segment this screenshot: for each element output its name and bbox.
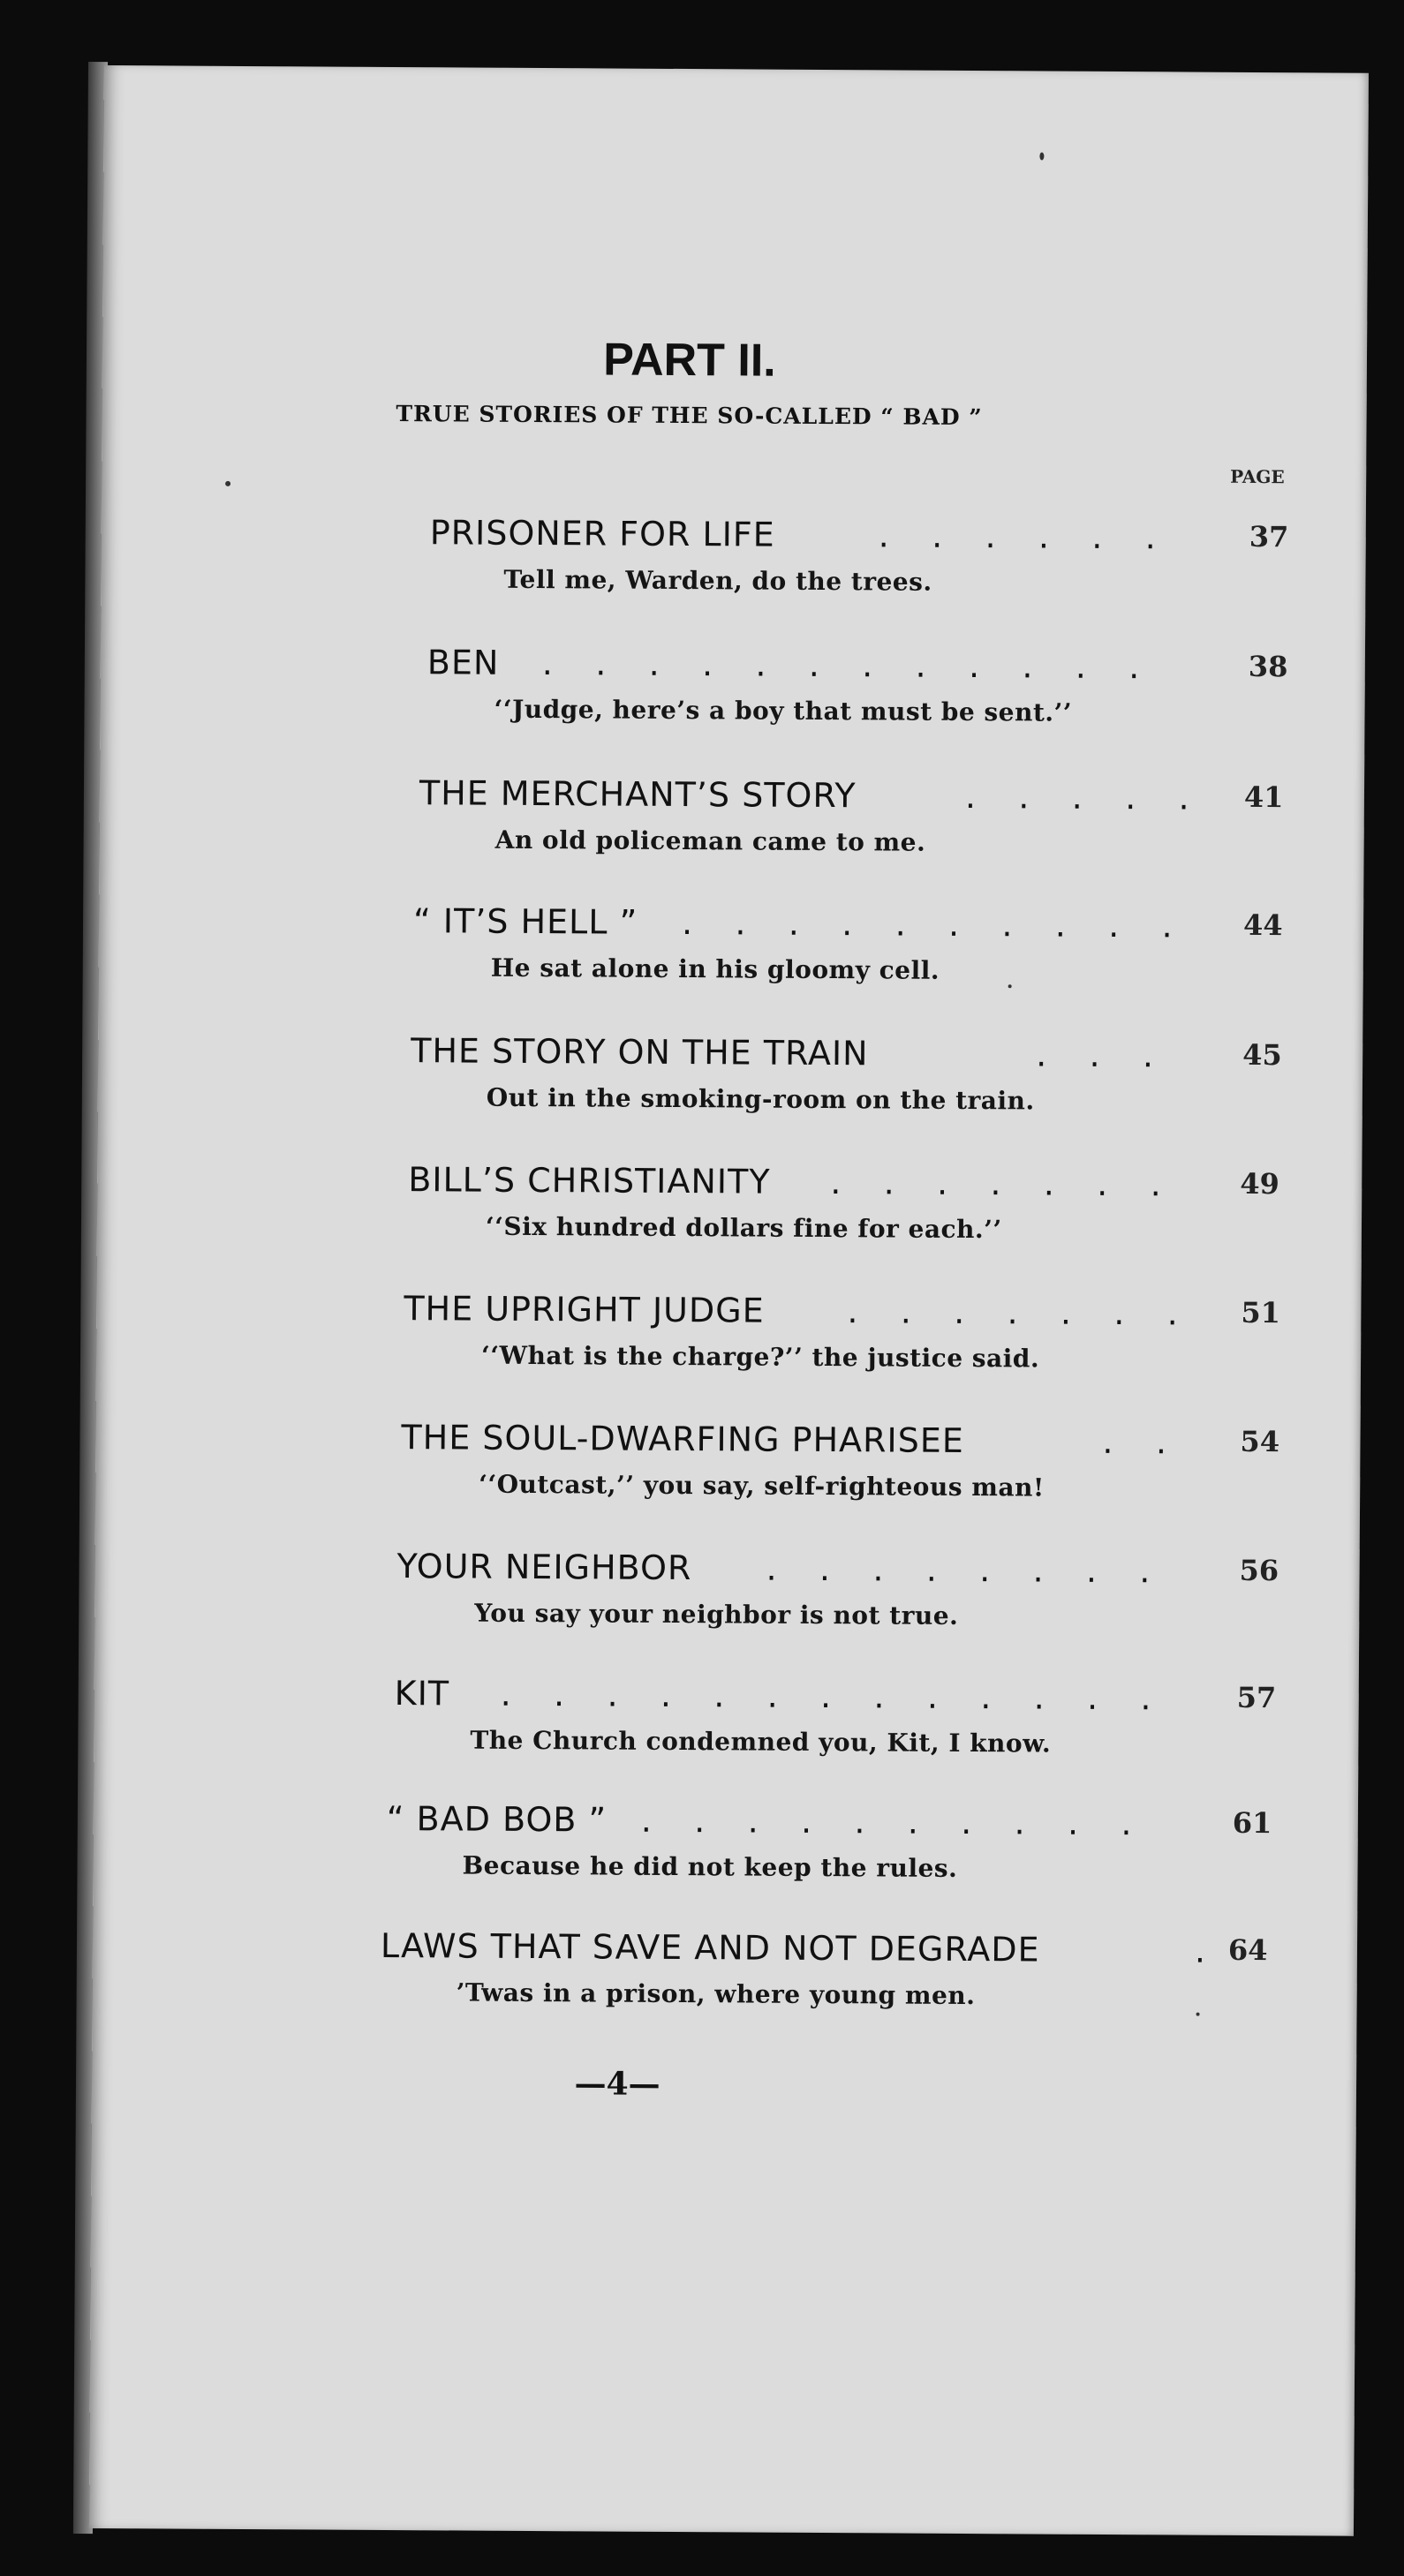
entry-page-number: 56	[1239, 1553, 1279, 1588]
entry-page-number: 38	[1248, 649, 1288, 684]
entry-first-line: ‘‘Outcast,’’ you say, self-righteous man!	[479, 1469, 1045, 1503]
dot-leader: . . . . . . . . . . . . .	[500, 1674, 1151, 1718]
dot-leader: . . .	[1036, 1035, 1154, 1075]
entry-first-line: Tell me, Warden, do the trees.	[503, 564, 932, 597]
entry-title: THE SOUL-DWARFING PHARISEE	[401, 1418, 964, 1460]
dot-leader: . . . . . . . . . .	[681, 903, 1173, 945]
toc-entry	[98, 1029, 1335, 1152]
toc-entry	[92, 1924, 1329, 2047]
scan-speck	[1008, 984, 1012, 988]
entry-first-line: An old policeman came to me.	[494, 825, 926, 857]
page-column-header: PAGE	[1230, 465, 1285, 488]
entry-page-number: 51	[1241, 1295, 1281, 1330]
toc-entry	[101, 511, 1338, 634]
toc-entry	[99, 772, 1336, 894]
scan-border-right	[1378, 88, 1404, 2560]
dot-leader: . . . . . .	[878, 516, 1156, 557]
entry-page-number: 45	[1242, 1037, 1282, 1073]
entry-page-number: 54	[1240, 1424, 1280, 1459]
scan-speck	[225, 481, 230, 486]
entry-first-line: ‘‘Six hundred dollars fine for each.’’	[485, 1211, 1002, 1245]
entry-first-line: He sat alone in his gloomy cell.	[490, 953, 940, 985]
dot-leader: . .	[1102, 1421, 1167, 1462]
entry-title: YOUR NEIGHBOR	[396, 1547, 692, 1588]
entry-first-line: Out in the smoking-room on the train.	[486, 1082, 1035, 1116]
dot-leader: . . . . . . . . . . . .	[541, 644, 1140, 687]
entry-first-line: Because he did not keep the rules.	[462, 1850, 958, 1883]
entry-first-line: The Church condemned you, Kit, I know.	[470, 1725, 1052, 1759]
entry-title: “ BAD BOB ”	[386, 1798, 608, 1840]
dot-leader: . . . . . . . . . .	[640, 1800, 1132, 1843]
page-folio: —4—	[574, 2065, 660, 2103]
entry-title: THE STORY ON THE TRAIN	[411, 1031, 869, 1073]
dot-leader: . . . . . . .	[847, 1292, 1178, 1333]
toc-entry	[97, 1158, 1334, 1281]
entry-page-number: 57	[1236, 1680, 1277, 1715]
dot-leader: .	[1194, 1931, 1206, 1970]
entry-page-number: 37	[1249, 519, 1289, 554]
entry-page-number: 64	[1227, 1932, 1268, 1968]
toc-entry	[100, 641, 1337, 764]
entry-title: LAWS THAT SAVE AND NOT DEGRADE	[380, 1925, 1040, 1970]
entry-first-line: You say your neighbor is not true.	[474, 1598, 959, 1631]
toc-entry	[95, 1416, 1332, 1539]
entry-page-number: 41	[1243, 780, 1284, 815]
table-of-contents	[89, 65, 1369, 2536]
entry-title: PRISONER FOR LIFE	[429, 513, 775, 554]
toc-entry	[94, 1545, 1332, 1668]
entry-title: BEN	[426, 643, 500, 682]
scan-speck	[1196, 2013, 1200, 2016]
toc-entry	[93, 1797, 1330, 1920]
dot-leader: . . . . .	[964, 776, 1189, 817]
book-page	[89, 65, 1369, 2536]
entry-page-number: 49	[1240, 1166, 1279, 1201]
dot-leader: . . . . . . .	[830, 1163, 1161, 1204]
section-subtitle: TRUE STORIES OF THE SO-CALLED “ BAD ”	[396, 401, 983, 431]
part-title: PART II.	[603, 334, 776, 387]
toc-entry	[96, 1287, 1333, 1410]
entry-title: THE UPRIGHT JUDGE	[404, 1289, 765, 1330]
entry-title: “ IT’S HELL ”	[412, 901, 638, 942]
scan-speck	[1039, 152, 1044, 160]
toc-entry	[98, 900, 1335, 1022]
entry-first-line: ’Twas in a prison, where young men.	[456, 1977, 976, 2011]
toc-entry	[94, 1672, 1331, 1795]
entry-first-line: ‘‘What is the charge?’’ the justice said.	[480, 1340, 1040, 1374]
entry-first-line: ‘‘Judge, here’s a boy that must be sent.’’	[494, 694, 1073, 727]
entry-page-number: 44	[1242, 908, 1283, 943]
entry-title: BILL’S CHRISTIANITY	[408, 1160, 771, 1201]
dot-leader: . . . . . . . .	[766, 1548, 1151, 1591]
entry-title: THE MERCHANT’S STORY	[419, 773, 857, 816]
entry-page-number: 61	[1232, 1805, 1272, 1841]
entry-title: KIT	[394, 1674, 450, 1714]
